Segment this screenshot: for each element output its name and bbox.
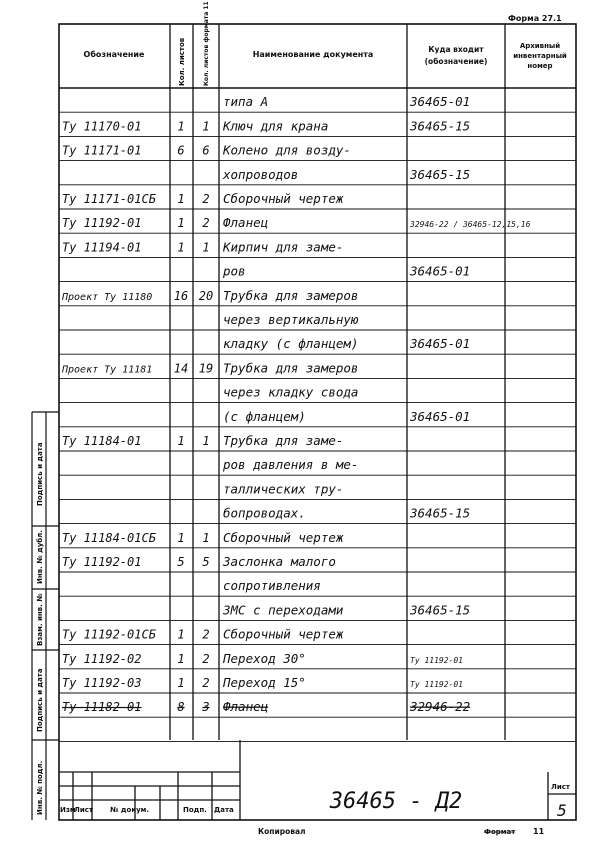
title-col-doc: № докум. [110, 806, 150, 814]
side-label-sign-date-bottom: Подпись и дата [36, 668, 44, 732]
title-col-list: Лист [74, 806, 93, 814]
header-where-used-note: (обозначение) [424, 57, 488, 66]
row-format-sheets: 2 [202, 651, 210, 666]
row-sheets: 1 [177, 530, 185, 545]
row-where-used: Ту 11192-01 [410, 680, 463, 689]
row-where-used: 32946-22 / 36465-12,15,16 [410, 220, 531, 230]
footer-format-label: Формат [484, 828, 516, 836]
row-designation: Проект Ту 11180 [62, 291, 153, 303]
row-format-sheets: 1 [202, 434, 210, 448]
row-document-name: Сборочный чертеж [223, 529, 344, 545]
row-document-name: (с фланцем) [223, 408, 306, 424]
title-sheet-label: Лист [551, 783, 570, 791]
row-format-sheets: 20 [198, 288, 214, 303]
row-where-used: 36465-01 [410, 336, 471, 352]
row-designation: Ту 11192-01 [62, 555, 142, 569]
title-col-izm: Изм [60, 806, 76, 814]
row-where-used: 36465-01 [410, 408, 471, 424]
row-format-sheets: 2 [202, 676, 210, 690]
row-designation: Ту 11184-01 [62, 434, 142, 448]
row-lines [59, 112, 576, 741]
row-sheets: 1 [177, 676, 185, 690]
row-designation: Ту 11192-01СБ [62, 627, 156, 642]
title-sheet-number: 5 [557, 801, 567, 820]
header-archive-number-1: Архивный [519, 42, 561, 50]
row-sheets: 14 [173, 361, 189, 376]
row-document-name: сопротивления [223, 578, 321, 594]
row-sheets: 8 [177, 700, 185, 715]
row-document-name: Сборочный чертеж [223, 191, 344, 206]
side-label-inv-dubl: Инв. № дубл. [36, 530, 44, 584]
row-document-name: Переход 30° [223, 650, 306, 666]
row-format-sheets: 6 [202, 143, 210, 158]
table-rows [61, 94, 531, 714]
row-format-sheets: 5 [202, 555, 210, 569]
row-document-name: через вертикальную [223, 312, 359, 327]
title-designation: 36465 - Д2 [329, 789, 463, 814]
row-designation: Ту 11170-01 [62, 119, 142, 134]
title-col-data: Дата [214, 806, 234, 814]
row-document-name: типа А [223, 94, 269, 110]
row-document-name: Кирпич для заме- [223, 239, 344, 255]
row-designation: Ту 11192-03 [62, 676, 142, 690]
row-designation: Ту 11194-01 [62, 240, 142, 255]
row-document-name: хопроводов [223, 166, 299, 182]
row-sheets: 1 [177, 434, 185, 448]
row-document-name: бопроводах. [223, 505, 306, 521]
row-document-name: Трубка для замеров [223, 360, 359, 376]
header-designation: Обозначение [83, 50, 145, 59]
row-format-sheets: 19 [198, 361, 214, 376]
row-sheets: 1 [177, 192, 185, 206]
row-where-used: 36465-15 [410, 505, 471, 521]
row-sheets: 16 [173, 288, 189, 303]
row-document-name: Колено для возду- [223, 142, 351, 158]
row-where-used: 36465-15 [410, 166, 471, 182]
row-where-used: 36465-01 [410, 263, 471, 279]
row-where-used: 36465-01 [410, 94, 471, 110]
row-designation: Ту 11171-01 [62, 143, 142, 158]
header-document-name: Наименование документа [252, 50, 374, 59]
row-format-sheets: 2 [202, 627, 210, 642]
row-where-used: 36465-15 [410, 118, 471, 134]
row-document-name: Трубка для заме- [223, 433, 344, 448]
row-sheets: 1 [177, 119, 185, 134]
side-label-inv-podl: Инв. № подл. [36, 760, 44, 815]
row-document-name: Ключ для крана [223, 118, 329, 134]
header-archive-number-3: номер [527, 62, 553, 70]
row-document-name: ров давления в ме- [223, 457, 359, 473]
row-sheets: 1 [177, 240, 185, 255]
row-document-name: таллических тру- [223, 481, 344, 497]
title-col-podp: Подп. [183, 806, 207, 814]
row-format-sheets: 3 [202, 700, 210, 715]
row-designation: Ту 11192-01 [62, 216, 142, 231]
row-document-name: через кладку свода [223, 384, 359, 400]
header-archive-number-2: инвентарный [513, 52, 567, 60]
row-document-name: Фланец [223, 699, 269, 715]
row-format-sheets: 1 [202, 119, 210, 134]
row-document-name: Переход 15° [223, 675, 306, 690]
row-where-used: Ту 11192-01 [410, 655, 463, 665]
row-document-name: ров [223, 263, 246, 279]
row-where-used: 32946-22 [410, 699, 471, 715]
row-sheets: 6 [177, 143, 185, 158]
header-sheet-count-format: Кол. листов формата 11 [203, 1, 210, 86]
row-designation: Проект Ту 11181 [62, 364, 153, 376]
row-document-name: Фланец [223, 215, 269, 231]
row-document-name: Заслонка малого [223, 554, 336, 569]
row-document-name: Трубка для замеров [223, 287, 359, 303]
row-format-sheets: 1 [202, 530, 210, 545]
row-designation: Ту 11171-01СБ [62, 192, 156, 206]
row-format-sheets: 2 [202, 216, 210, 231]
row-sheets: 1 [177, 651, 185, 666]
row-where-used: 36465-15 [410, 602, 471, 618]
row-designation: Ту 11192-02 [62, 651, 142, 666]
row-document-name: Сборочный чертеж [223, 626, 344, 642]
row-designation: Ту 11182-01 [62, 700, 142, 715]
row-document-name: ЗМС с переходами [223, 602, 344, 618]
row-sheets: 5 [177, 555, 185, 569]
header-where-used: Куда входит [428, 45, 484, 54]
footer-copied: Копировал [258, 827, 306, 836]
row-sheets: 1 [177, 627, 185, 642]
row-format-sheets: 2 [202, 192, 210, 206]
row-designation: Ту 11184-01СБ [62, 530, 156, 545]
form-label: Форма 27.1 [508, 14, 562, 23]
row-sheets: 1 [177, 216, 185, 231]
row-document-name: кладку (с фланцем) [223, 336, 359, 352]
side-label-vzam-inv: Взам. инв. № [36, 593, 44, 646]
footer-format-value: 11 [533, 827, 545, 836]
side-label-sign-date-top: Подпись и дата [36, 442, 44, 506]
header-sheet-count: Кол. листов [178, 37, 186, 86]
row-format-sheets: 1 [202, 240, 210, 255]
